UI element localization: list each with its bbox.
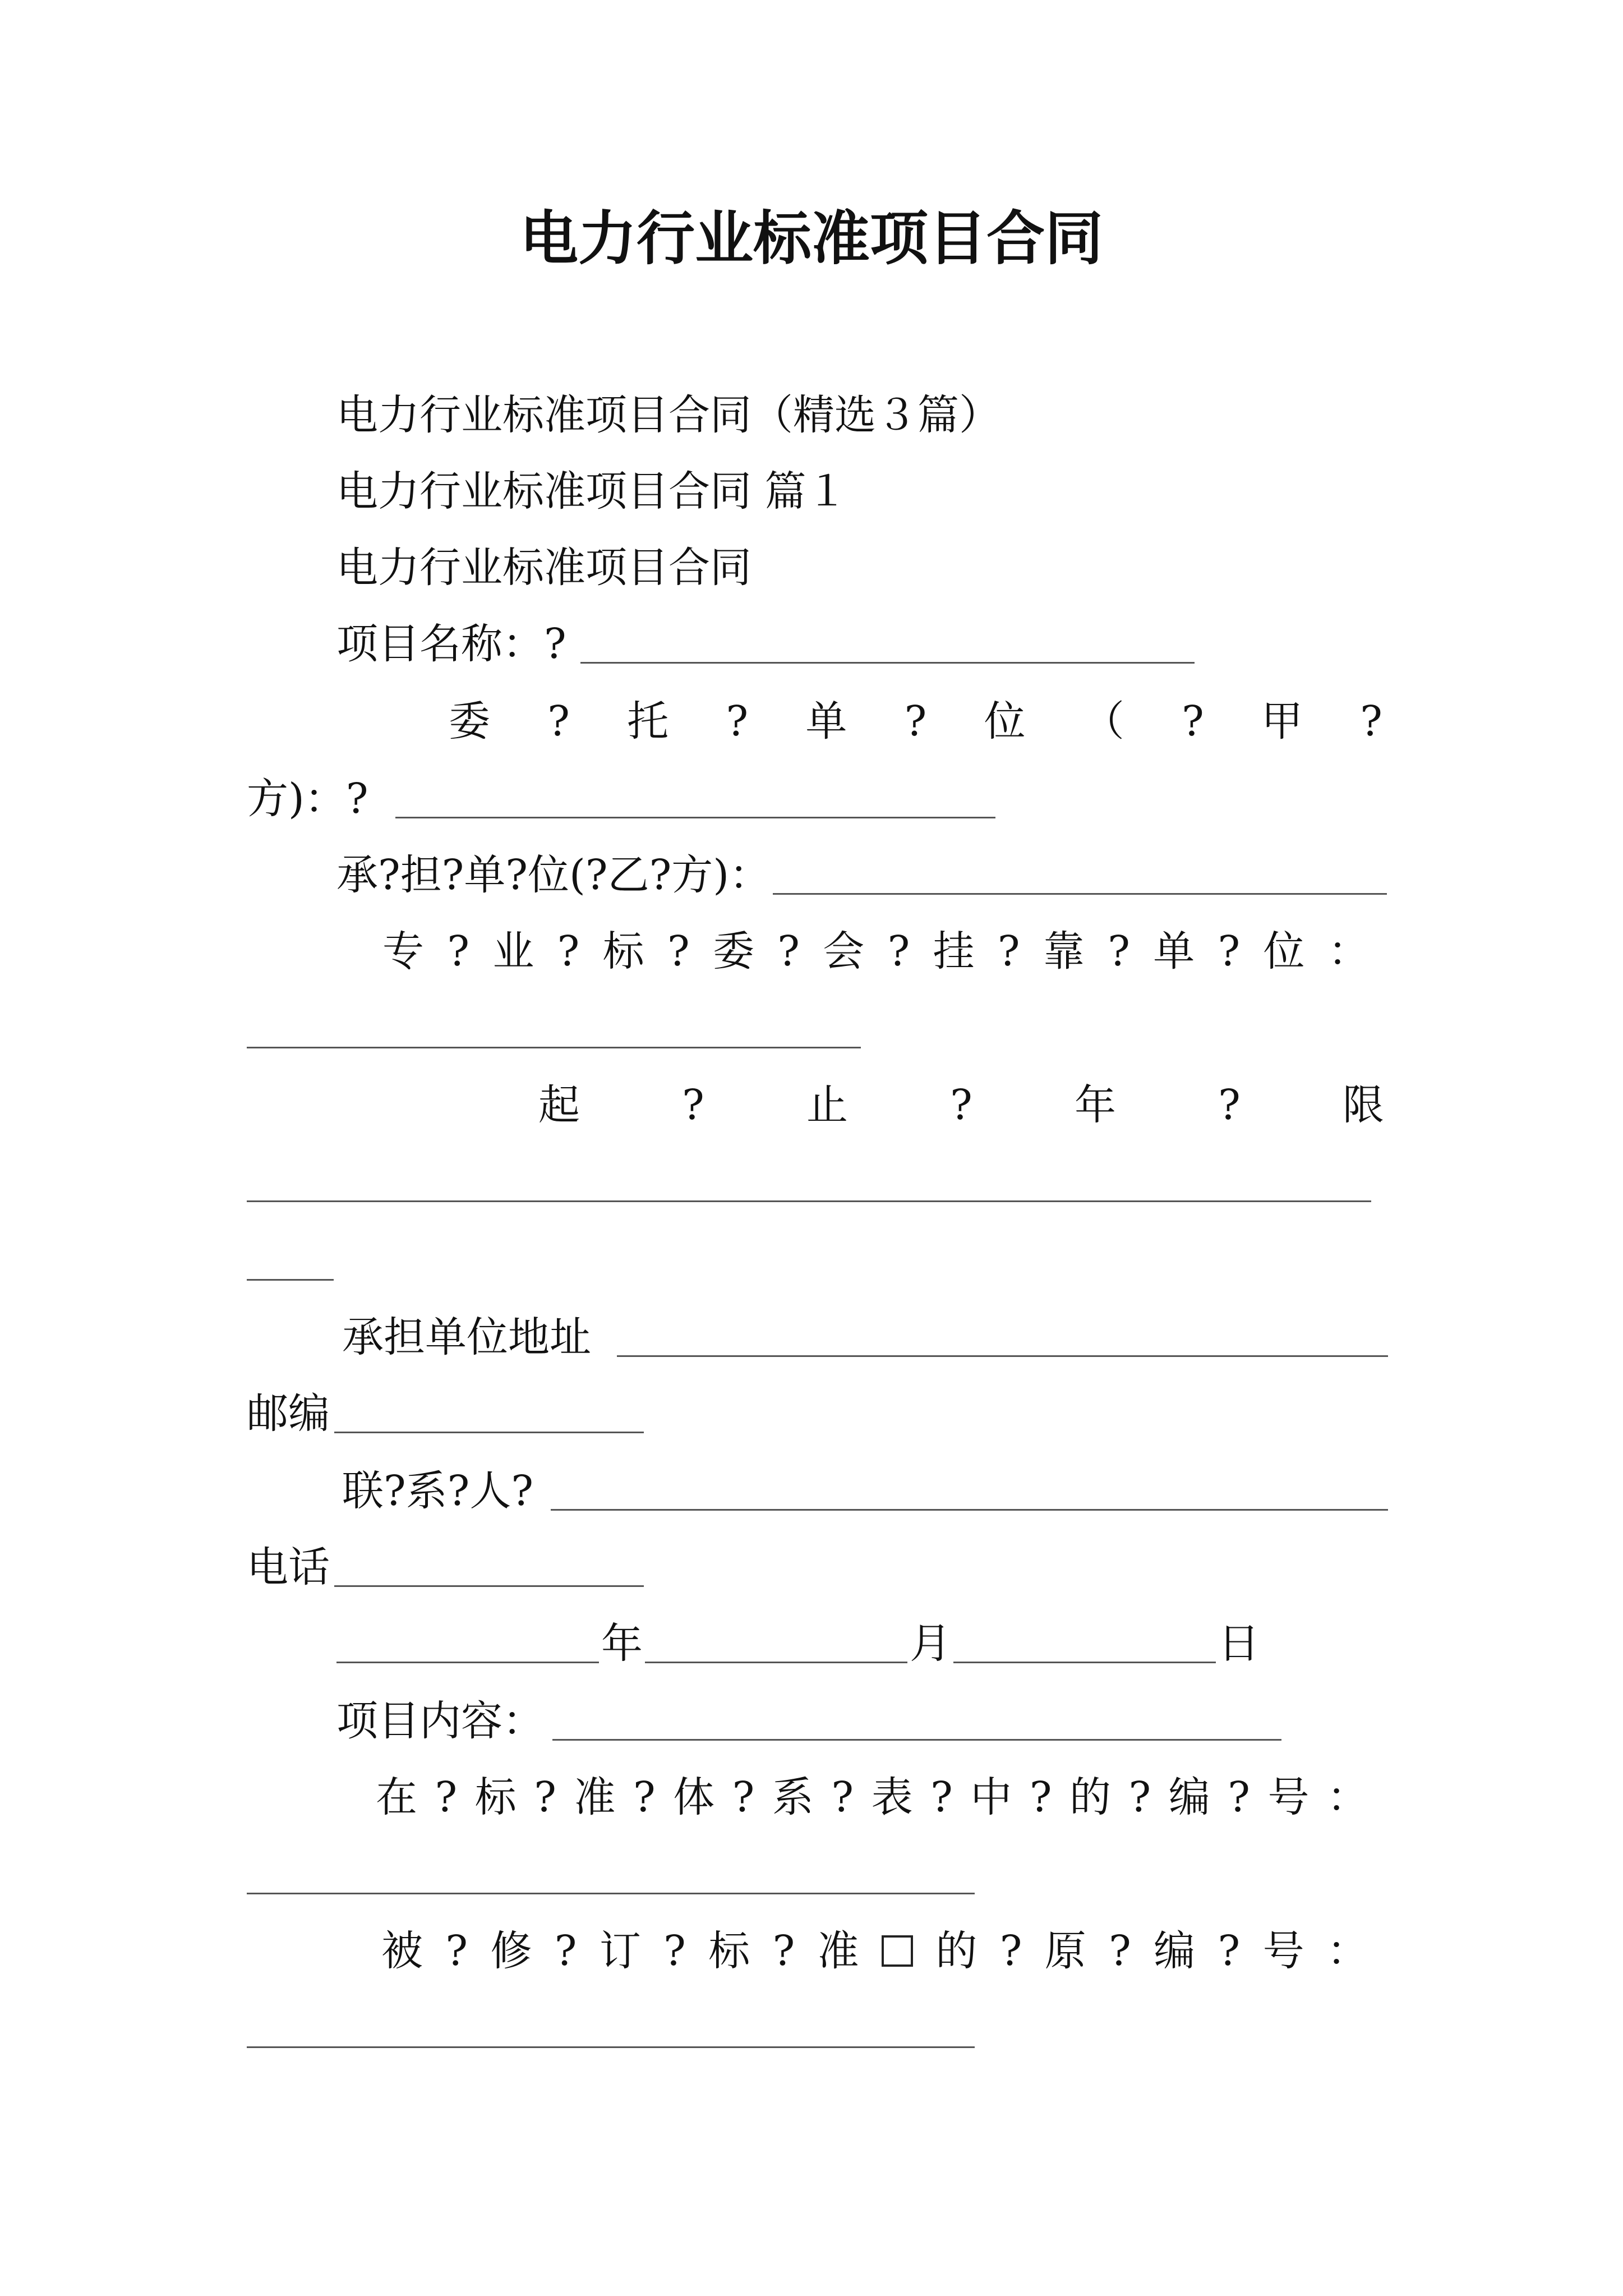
label-char: 被 (381, 1927, 423, 1975)
label-char: 单 (1153, 927, 1195, 976)
postcode-blank (334, 1432, 644, 1433)
phone-label: 电话 (247, 1543, 330, 1591)
label-char: ： (1326, 1773, 1368, 1821)
label-char: ? (1029, 1773, 1052, 1821)
label-char: ? (633, 1773, 656, 1821)
label-char: 号 (1262, 1927, 1304, 1975)
system-number-blank (247, 1893, 975, 1894)
label-char: ? (682, 1081, 704, 1129)
heading-contract: 电力行业标准项目合同 (336, 544, 751, 592)
label-char: ? (534, 1773, 556, 1821)
label-char: 标 (602, 927, 644, 976)
label-char: ? (667, 927, 690, 976)
label-char: 标 (708, 1927, 750, 1975)
label-char: 起 (538, 1081, 580, 1129)
label-char: 单 (805, 697, 847, 746)
contact-label: 联?系?人? (342, 1467, 534, 1515)
label-char: ? (999, 1927, 1022, 1975)
label-char: ? (930, 1773, 953, 1821)
heading-selection: 电力行业标准项目合同（精选３篇） (336, 391, 1000, 439)
period-blank-2 (247, 1279, 334, 1281)
label-char: ? (1218, 1081, 1241, 1129)
date-month-blank (645, 1662, 907, 1663)
label-char: ? (547, 697, 570, 746)
label-char: ? (772, 1927, 795, 1975)
label-char: 年 (1075, 1081, 1116, 1129)
label-char: 位 (984, 697, 1026, 746)
label-char: 编 (1168, 1773, 1210, 1821)
label-char: ? (732, 1773, 755, 1821)
project-name-blank (580, 662, 1195, 664)
label-char: 原 (1044, 1927, 1086, 1975)
revised-number-label (381, 1923, 1368, 1979)
label-char: 会 (823, 927, 865, 976)
label-char: 止 (806, 1081, 848, 1129)
label-char: 订 (599, 1927, 641, 1975)
committee-host-unit-blank (247, 1047, 861, 1048)
client-unit-label-end: 方)：? (247, 775, 368, 823)
postcode-label: 邮编 (247, 1389, 330, 1438)
contact-blank (551, 1509, 1388, 1511)
contractor-address-label: 承担单位地址 (342, 1313, 591, 1361)
label-char: ? (777, 927, 800, 976)
label-char: ? (435, 1773, 458, 1821)
checkbox-square (882, 1935, 913, 1967)
date-year-label: 年 (601, 1619, 643, 1668)
label-char: ： (1327, 927, 1370, 976)
label-char: 准 (574, 1773, 616, 1821)
project-content-label: 项目内容： (336, 1697, 544, 1745)
project-name-label: 项目名称：? (336, 620, 566, 668)
label-char: 号 (1267, 1773, 1310, 1821)
label-char: 修 (490, 1927, 532, 1975)
label-char: ? (831, 1773, 854, 1821)
label-char: 专 (382, 927, 424, 976)
label-char: 靠 (1043, 927, 1085, 976)
label-char: 体 (673, 1773, 715, 1821)
label-char: 挂 (933, 927, 975, 976)
label-char: ? (1128, 1773, 1151, 1821)
label-char: 限 (1343, 1081, 1384, 1129)
label-char: ? (726, 697, 749, 746)
label-char: ? (1218, 1927, 1241, 1975)
client-unit-blank (395, 817, 995, 818)
contractor-unit-blank (773, 893, 1387, 895)
label-char: 的 (1069, 1773, 1112, 1821)
label-char: 系 (772, 1773, 814, 1821)
contractor-unit-label: 承?担?单?位(?乙?方)： (336, 851, 771, 899)
date-month-label: 月 (910, 1619, 951, 1668)
label-char: 在 (376, 1773, 417, 1821)
label-char: ? (1360, 697, 1382, 746)
label-char: 业 (492, 927, 534, 976)
project-content-blank (552, 1739, 1281, 1741)
label-char: ： (1326, 1927, 1368, 1975)
label-char: 准 (817, 1927, 859, 1975)
label-char: ? (1109, 1927, 1131, 1975)
period-label (538, 1077, 1384, 1133)
revised-number-blank (247, 2046, 975, 2048)
label-char: 表 (871, 1773, 913, 1821)
label-char: 托 (627, 697, 669, 746)
committee-host-unit-label (382, 923, 1370, 979)
client-unit-label (449, 693, 1382, 749)
label-char: 委 (712, 927, 754, 976)
label-char: ? (447, 927, 469, 976)
label-char: ? (904, 697, 927, 746)
label-char: ? (950, 1081, 972, 1129)
date-year-blank (336, 1662, 599, 1663)
label-char: ? (997, 927, 1020, 976)
label-char: 标 (474, 1773, 517, 1821)
label-char: ? (557, 927, 580, 976)
document-title: 电力行业标准项目合同 (519, 204, 1103, 273)
label-char: ? (554, 1927, 577, 1975)
label-char: ? (663, 1927, 686, 1975)
period-blank-1 (247, 1200, 1371, 1202)
label-char: （ (1082, 697, 1124, 746)
label-char: ? (1182, 697, 1204, 746)
system-number-label (376, 1769, 1368, 1825)
label-char: ? (1108, 927, 1130, 976)
label-char: 甲 (1261, 697, 1303, 746)
phone-blank (334, 1585, 644, 1587)
label-char: 编 (1154, 1927, 1196, 1975)
label-char: 位 (1263, 927, 1305, 976)
heading-part1: 电力行业标准项目合同 篇１ (336, 467, 848, 516)
label-char: ? (1218, 927, 1241, 976)
label-char: 中 (970, 1773, 1012, 1821)
label-char: ? (887, 927, 910, 976)
date-day-label: 日 (1218, 1619, 1260, 1668)
date-day-blank (953, 1662, 1216, 1663)
label-char: 委 (449, 697, 490, 746)
label-char: ? (1228, 1773, 1250, 1821)
contractor-address-blank (617, 1355, 1388, 1357)
label-char: 的 (935, 1927, 978, 1975)
label-char: ? (445, 1927, 468, 1975)
